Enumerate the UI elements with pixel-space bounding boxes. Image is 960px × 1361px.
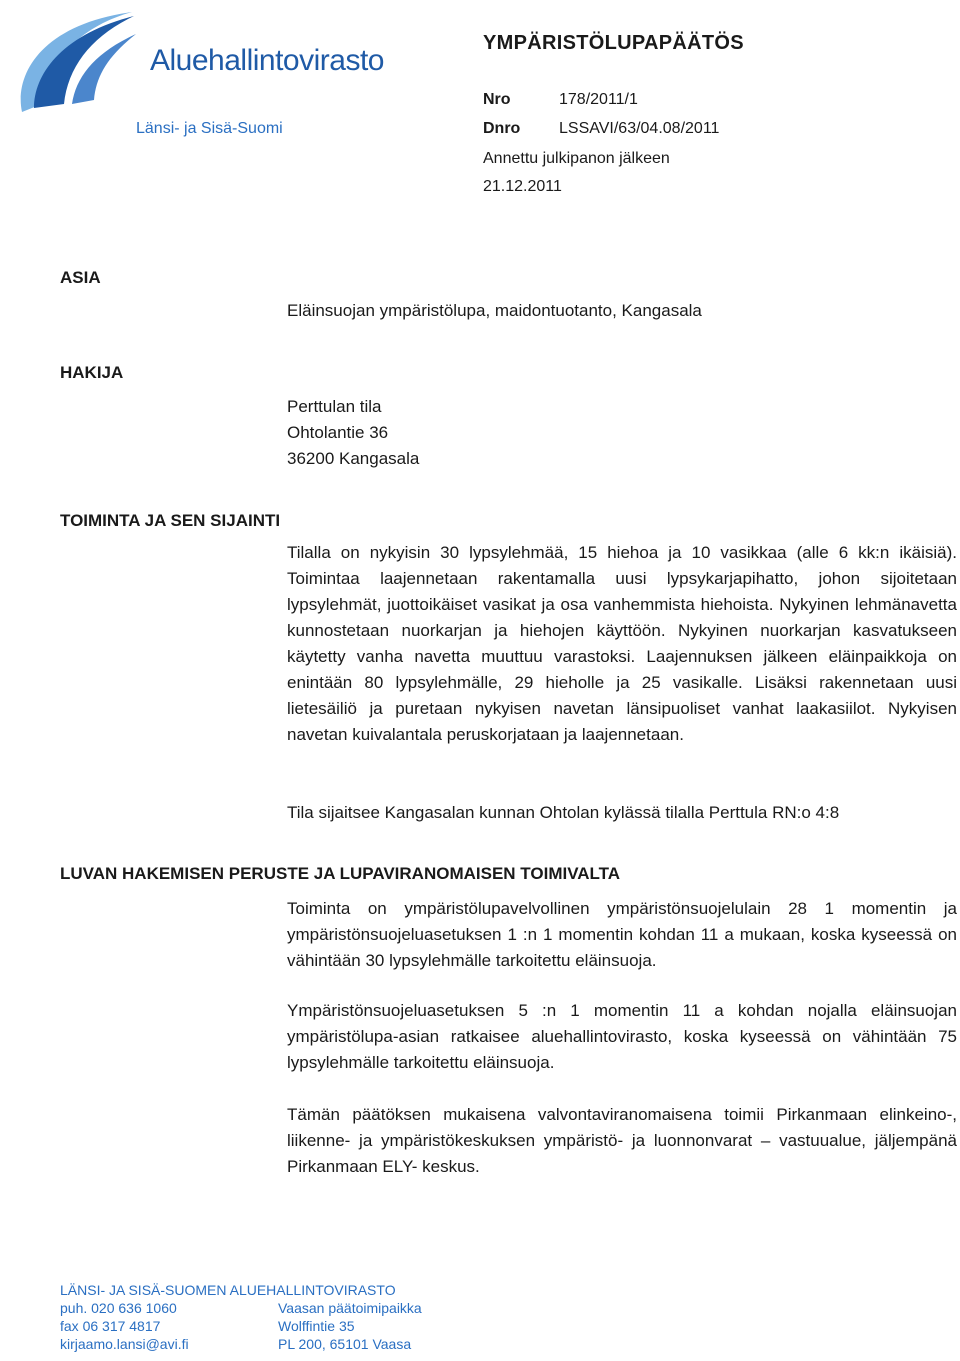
hakija-name: Perttulan tila — [287, 397, 382, 416]
logo-swoosh-icon — [12, 4, 142, 116]
hakija-postal: 36200 Kangasala — [287, 449, 420, 468]
dnro-value: LSSAVI/63/04.08/2011 — [559, 120, 720, 137]
published-note: Annettu julkipanon jälkeen — [483, 150, 670, 167]
org-logo — [12, 4, 422, 116]
hakija-heading: HAKIJA — [60, 363, 124, 382]
sijainti-paragraph: Tila sijaitsee Kangasalan kunnan Ohtolan kylässä tilalla Perttula RN:o 4:8 — [287, 803, 840, 822]
footer-org: LÄNSI- JA SISÄ-SUOMEN ALUEHALLINTOVIRASTO — [60, 1282, 396, 1298]
dnro-label: Dnro — [483, 120, 521, 137]
footer-email[interactable]: kirjaamo.lansi@avi.fi — [60, 1336, 189, 1352]
region-name: Länsi- ja Sisä-Suomi — [136, 120, 283, 137]
footer-office: Vaasan päätoimipaikka — [278, 1300, 422, 1316]
footer-fax: fax 06 317 4817 — [60, 1318, 161, 1334]
document-title: YMPÄRISTÖLUPAPÄÄTÖS — [483, 32, 744, 54]
asia-text: Eläinsuojan ympäristölupa, maidontuotanto, Kangasala — [287, 301, 702, 320]
peruste-heading: LUVAN HAKEMISEN PERUSTE JA LUPAVIRANOMAISEN TOIMIVALTA — [60, 864, 621, 883]
published-date: 21.12.2011 — [483, 178, 562, 195]
org-name: Aluehallintovirasto — [150, 44, 384, 77]
peruste-paragraph-3: Tämän päätöksen mukaisena valvontaviranomaisena toimii Pirkanmaan elinkeino-, liikenne- ja ympäristökeskuksen ympäristö- ja luonnonvarat – vastuualue, jäljempänä Pirkanmaan ELY- keskus. — [287, 1105, 957, 1176]
footer-street: Wolffintie 35 — [278, 1318, 355, 1334]
toiminta-heading: TOIMINTA JA SEN SIJAINTI — [60, 511, 281, 530]
hakija-street: Ohtolantie 36 — [287, 423, 389, 442]
nro-value: 178/2011/1 — [559, 91, 638, 108]
nro-label: Nro — [483, 91, 511, 108]
asia-heading: ASIA — [60, 268, 101, 287]
footer-po-box: PL 200, 65101 Vaasa — [278, 1336, 412, 1352]
toiminta-paragraph: Tilalla on nykyisin 30 lypsylehmää, 15 hiehoa ja 10 vasikkaa (alle 6 kk:n ikäisiä). Toimintaa laajennetaan rakentamalla uusi lypsykarjapihatto, johon sijoitetaan lypsylehmät, juottoikäiset vasikat ja osa vanhemmista hiehoista. Nykyinen lehmänavetta kunnostetaan nuorkarjan ja hiehojen käyttöön. Nykyinen nuorkarjan kasvatukseen käytetty vanha navetta muuttuu varastoksi. Laajennuksen jälkeen eläinpaikkoja on enintään 80 lypsylehmälle, 29 hieholle ja 25 vasikalle. Lisäksi rakennetaan uusi lietesäiliö ja puretaan nykyisen navetan länsipuoliset vanhat laakasiilot. Nykyisen navetan kuivalantala peruskorjataan ja laajennetaan. — [287, 543, 957, 744]
peruste-paragraph-2: Ympäristönsuojeluasetuksen 5 :n 1 momentin 11 a kohdan nojalla eläinsuojan ympäristölupa-asian ratkaisee aluehallintovirasto, koska kyseessä on vähintään 75 lypsylehmälle tarkoitettu eläinsuoja. — [287, 1001, 957, 1072]
peruste-paragraph-1: Toiminta on ympäristölupavelvollinen ympäristönsuojelulain 28 1 momentin ja ympäristönsuojeluasetuksen 1 :n 1 momentin kohdan 11 a mukaan, koska kyseessä on vähintään 30 lypsylehmälle tarkoitettu eläinsuoja. — [287, 899, 957, 970]
footer-phone: puh. 020 636 1060 — [60, 1300, 177, 1316]
